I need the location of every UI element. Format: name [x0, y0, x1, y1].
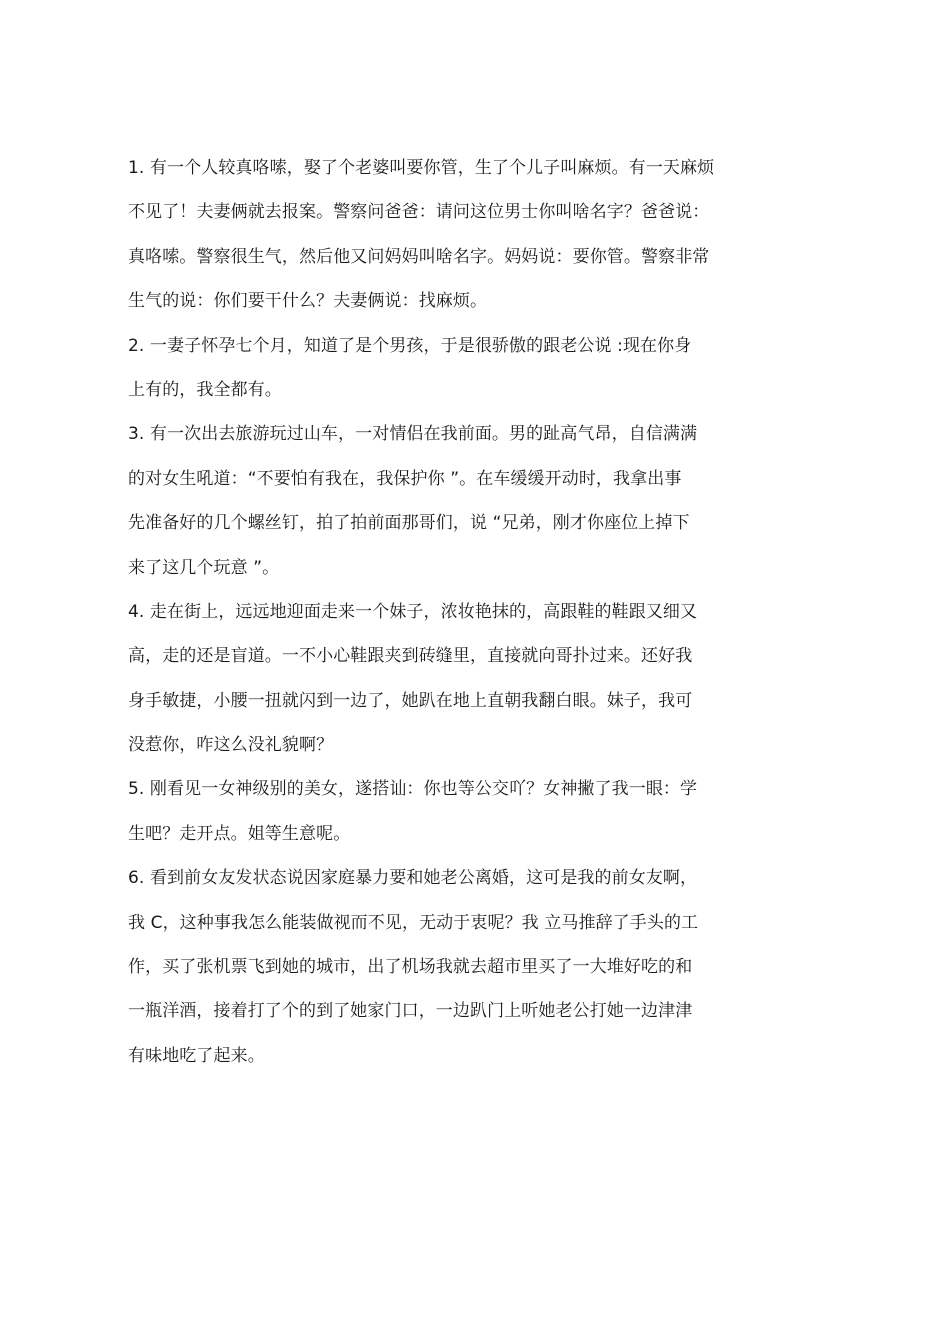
text-line: 不见了！夫妻俩就去报案。警察问爸爸：请问这位男士你叫啥名字？爸爸说：: [128, 202, 710, 223]
text-line: 2. 一妻子怀孕七个月，知道了是个男孩，于是很骄傲的跟老公说 :现在你身: [128, 335, 692, 356]
text-line: 3. 有一次出去旅游玩过山车，一对情侣在我前面。男的趾高气昂，自信满满: [128, 424, 698, 445]
text-line: 5. 刚看见一女神级别的美女，遂搭讪：你也等公交吖？女神撇了我一眼：学: [128, 779, 698, 800]
text-line: 一瓶洋酒，接着打了个的到了她家门口，一边趴门上听她老公打她一边津津: [128, 1001, 693, 1022]
text-line: 生吧？走开点。姐等生意呢。: [128, 823, 351, 844]
text-line: 作，买了张机票飞到她的城市，出了机场我就去超市里买了一大堆好吃的和: [128, 957, 693, 978]
text-line: 真咯嗦。警察很生气，然后他又问妈妈叫啥名字。妈妈说：要你管。警察非常: [128, 246, 710, 267]
text-line: 来了这几个玩意 ”。: [128, 557, 280, 578]
text-line: 生气的说：你们要干什么？夫妻俩说：找麻烦。: [128, 291, 488, 312]
text-line: 上有的，我全都有。: [128, 379, 282, 400]
text-line: 高，走的还是盲道。一不小心鞋跟夹到砖缝里，直接就向哥扑过来。还好我: [128, 646, 693, 667]
text-line: 的对女生吼道：“不要怕有我在，我保护你 ”。在车缓缓开动时，我拿出事: [128, 468, 682, 489]
text-line: 我 C，这种事我怎么能装做视而不见，无动于衷呢？我 立马推辞了手头的工: [128, 912, 699, 933]
text-line: 没惹你，咋这么没礼貌啊？: [128, 735, 334, 756]
joke-item-2: [128, 324, 728, 413]
text-line: 有味地吃了起来。: [128, 1045, 265, 1066]
joke-item-6: [128, 856, 728, 1078]
text-line: 6. 看到前女友发状态说因家庭暴力要和她老公离婚，这可是我的前女友啊，: [128, 868, 698, 889]
text-line: 4. 走在街上，远远地迎面走来一个妹子，浓妆艳抹的，高跟鞋的鞋跟又细又: [128, 601, 698, 622]
joke-item-4: [128, 590, 728, 768]
text-line: 身手敏捷，小腰一扭就闪到一边了，她趴在地上直朝我翻白眼。妹子，我可: [128, 690, 693, 711]
joke-item-5: [128, 767, 728, 856]
document-body: [128, 146, 728, 1078]
joke-item-3: [128, 412, 728, 590]
text-line: 1. 有一个人较真咯嗦，娶了个老婆叫要你管，生了个儿子叫麻烦。有一天麻烦: [128, 158, 715, 178]
text-line: 先准备好的几个螺丝钉，拍了拍前面那哥们，说 “兄弟，刚才你座位上掉下: [128, 513, 690, 534]
joke-item-1: [128, 146, 728, 324]
